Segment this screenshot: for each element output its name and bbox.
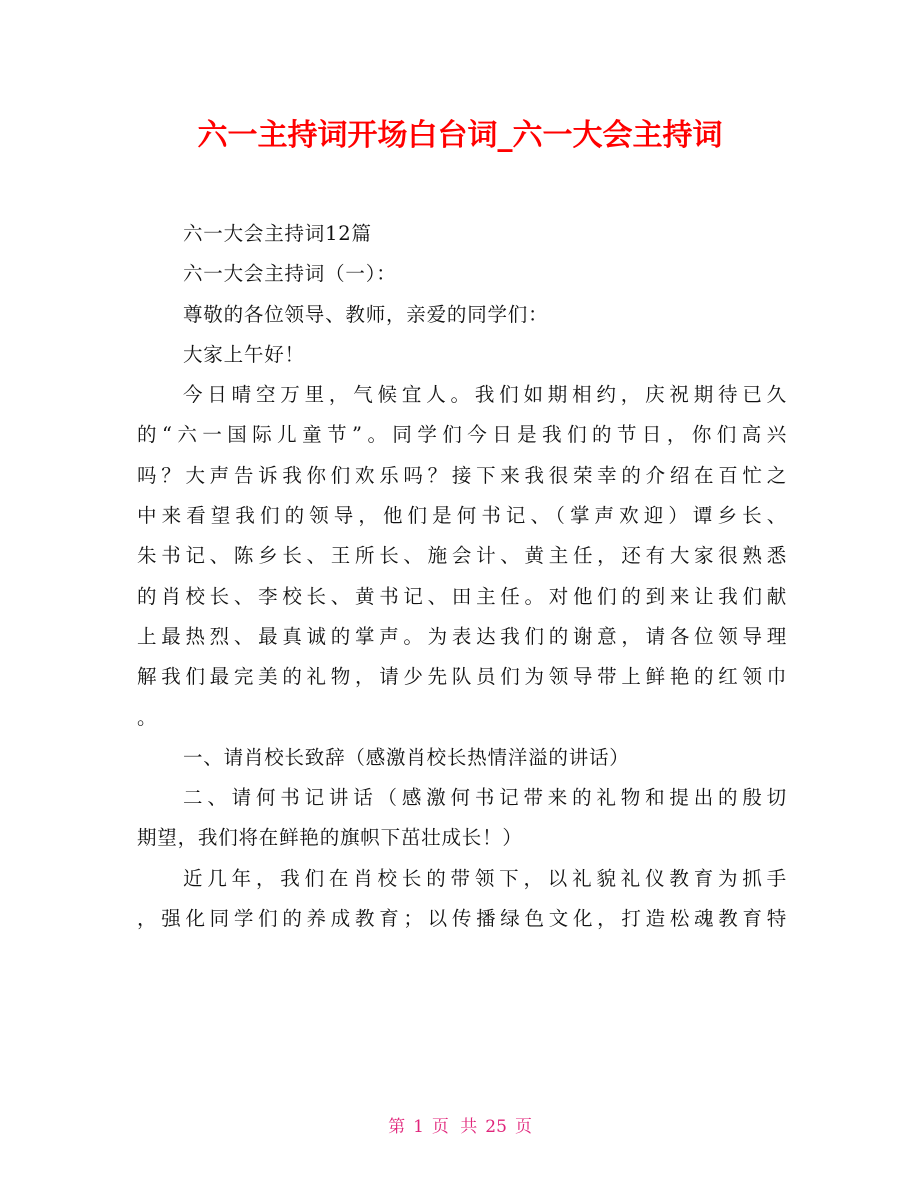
text-line: 一、请肖校长致辞（感激肖校长热情洋溢的讲话） [183, 745, 630, 769]
page-footer [0, 1112, 920, 1137]
current-page-number: 1 [413, 1117, 424, 1137]
text-line: 中来看望我们的领导，他们是何书记、（掌声欢迎）谭乡长、 [137, 504, 787, 528]
document-title: 六一主持词开场白台词_六一大会主持词 [197, 118, 723, 153]
text-line: 。 [137, 705, 158, 729]
page-label-prefix: 第 [388, 1117, 406, 1137]
text-line: 解我们最完美的礼物，请少先队员们为领导带上鲜艳的红领巾 [137, 665, 787, 689]
page-label-mid: 页 共 [431, 1117, 478, 1137]
page-label-suffix: 页 [514, 1117, 532, 1137]
text-line: 朱书记、陈乡长、王所长、施会计、黄主任，还有大家很熟悉 [137, 544, 787, 568]
text-line: 尊敬的各位领导、教师，亲爱的同学们： [183, 302, 549, 326]
text-line: 二、请何书记讲话（感激何书记带来的礼物和提出的殷切 [183, 786, 787, 810]
text-line: 今日晴空万里，气候宜人。我们如期相约，庆祝期待已久 [183, 383, 787, 407]
total-pages: 25 [485, 1117, 507, 1137]
document-body [137, 214, 787, 939]
text-line: ，强化同学们的养成教育；以传播绿色文化，打造松魂教育特 [137, 907, 787, 931]
text-line: 近几年，我们在肖校长的带领下，以礼貌礼仪教育为抓手 [183, 866, 787, 890]
text-line: 的肖校长、李校长、黄书记、田主任。对他们的到来让我们献 [137, 584, 787, 608]
text-line: 六一大会主持词12篇 [183, 222, 372, 245]
text-line: 的“六一国际儿童节”。同学们今日是我们的节日，你们高兴 [137, 423, 787, 447]
text-line: 上最热烈、最真诚的掌声。为表达我们的谢意，请各位领导理 [137, 624, 787, 648]
text-line: 六一大会主持词（一）： [183, 262, 397, 286]
text-line: 大家上午好！ [183, 342, 305, 366]
text-line: 吗？大声告诉我你们欢乐吗？接下来我很荣幸的介绍在百忙之 [137, 463, 787, 487]
text-line: 期望，我们将在鲜艳的旗帜下茁壮成长！） [137, 826, 523, 850]
